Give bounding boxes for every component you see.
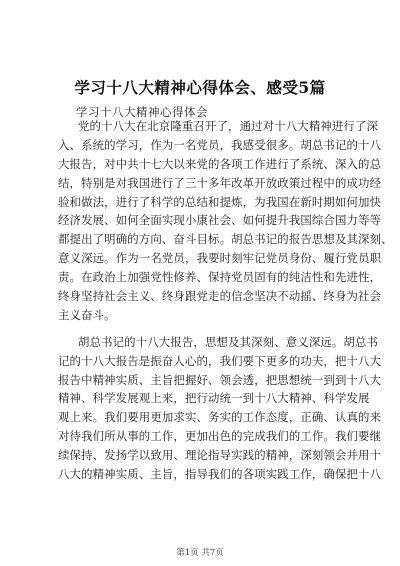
- paragraph-line: 观上来。我们要用更加求实、务实的工作态度，正确、认真的来: [58, 410, 382, 425]
- paragraph-line: 验和做法，进行了科学的总结和提炼，为我国在新时期如何加快: [58, 194, 382, 209]
- paragraph-line: 八大的精神实质、主旨，指导我们的各项实践工作，确保把十八: [58, 467, 382, 482]
- paragraph-line: 都提出了明确的方向、奋斗目标。胡总书记的报告思想及其深刻、: [58, 232, 393, 247]
- paragraph-1: [58, 117, 393, 325]
- document-body: [58, 117, 393, 484]
- paragraph-line: 精神、科学发展观上来，把行动统一到十八大精神、科学发展: [58, 391, 370, 406]
- document-title: 学习十八大精神心得体会、感受5篇: [74, 78, 326, 97]
- paragraph-2: [58, 333, 382, 484]
- paragraph-line: 责。在政治上加强党性修养、保持党员固有的纯洁性和先进性，: [58, 270, 382, 285]
- paragraph-line: 记的十八大报告是振奋人心的，我们要下更多的功夫，把十八大: [58, 353, 382, 368]
- paragraph-line: 入、系统的学习，作为一名党员，我感受很多。胡总书记的十八: [58, 137, 382, 152]
- paragraph-line: 大报告，对中共十七大以来党的各项工作进行了系统、深入的总: [58, 156, 382, 171]
- paragraph-line: 意义深远。作为一名党员，我要时刻牢记党员身份、履行党员职: [58, 251, 382, 266]
- paragraph-line: 主义奋斗。: [58, 307, 116, 322]
- paragraph-line: 续保持、发扬学以致用、理论指导实践的精神，深刻领会并用十: [58, 448, 382, 463]
- document-subtitle: 学习十八大精神心得体会: [76, 105, 208, 119]
- paragraph-line: 报告中精神实质、主旨把握好、领会透，把思想统一到到十八大: [58, 372, 382, 387]
- paragraph-line: 终身坚持社会主义、终身跟党走的信念坚决不动摇、终身为社会: [58, 289, 382, 304]
- paragraph-line: 经济发展、如何全面实现小康社会、如何提升我国综合国力等等: [58, 213, 382, 228]
- paragraph-line: 胡总书记的十八大报告，思想及其深刻、意义深远。胡总书: [78, 334, 379, 349]
- paragraph-line: 结，特别是对我国进行了三十多年改革开放政策过程中的成功经: [58, 175, 382, 190]
- paragraph-line: 对待我们所从事的工作，更加出色的完成我们的工作。我们要继: [58, 429, 382, 444]
- paragraph-line: 党的十八大在北京隆重召开了，通过对十八大精神进行了深: [78, 119, 379, 133]
- page-footer: 第1页 共7页: [176, 548, 224, 558]
